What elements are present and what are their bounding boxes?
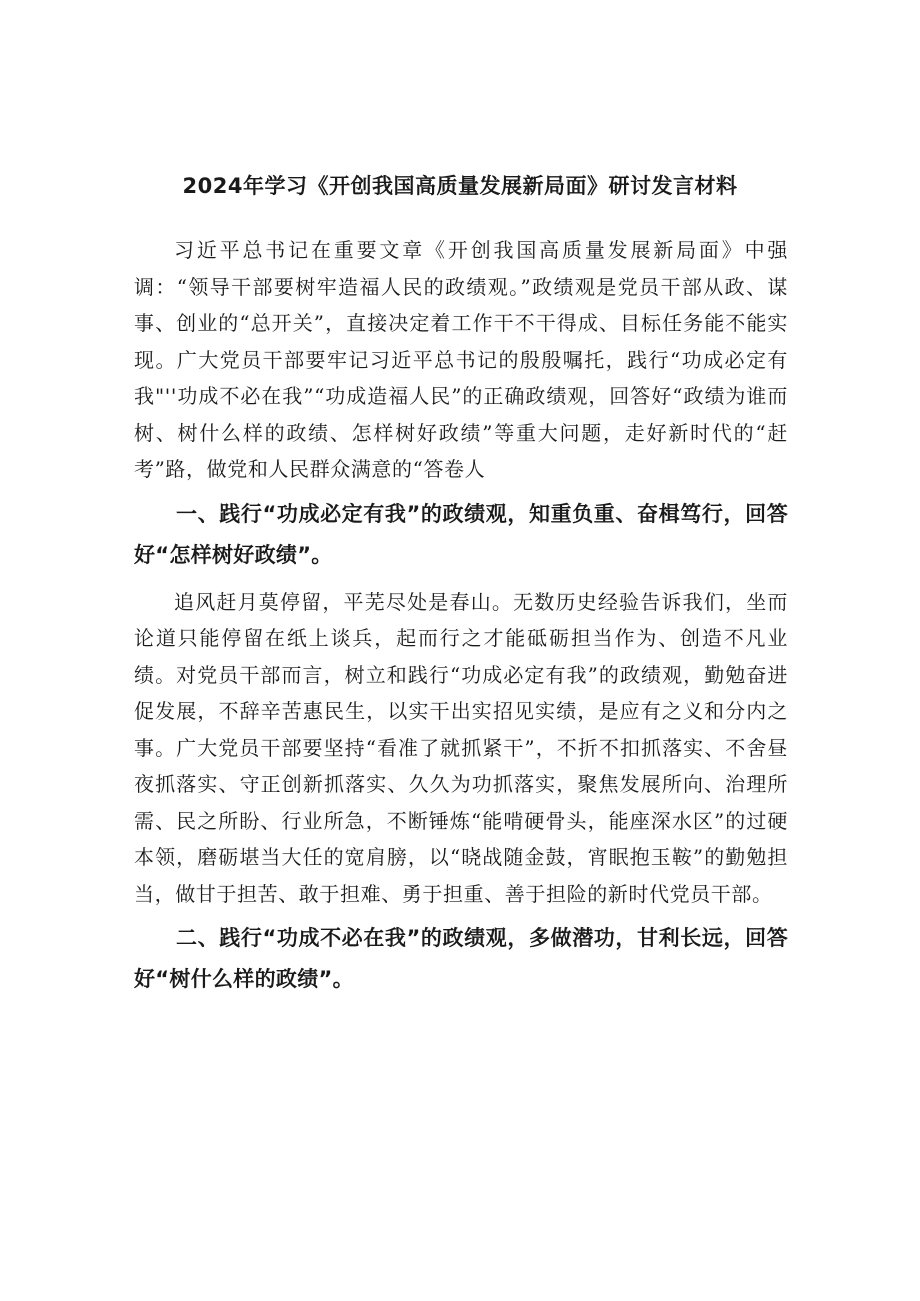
section-1-paragraph: 追风赶月莫停留，平芜尽处是春山。无数历史经验告诉我们，坐而论道只能停留在纸上谈兵，起而行之才能砥砺担当作为、创造不凡业绩。对党员干部而言，树立和践行“功成必定有我”的政绩观，勤勉奋进促发展，不辞辛苦惠民生，以实干出实招见实绩，是应有之义和分内之事。广大党员干部要坚持“看准了就抓紧干”，不折不扣抓落实、不舍昼夜抓落实、守正创新抓落实、久久为功抓落实，聚焦发展所向、治理所需、民之所盼、行业所急，不断锤炼“能啃硬骨头，能座深水区”的过硬本领，磨砺堪当大任的宽肩膀，以“晓战随金鼓，宵眠抱玉鞍”的勤勉担当，做甘于担苦、敢于担难、勇于担重、善于担险的新时代党员干部。 [134, 589, 788, 906]
intro-paragraph: 习近平总书记在重要文章《开创我国高质量发展新局面》中强调：“领导干部要树牢造福人民的政绩观。”政绩观是党员干部从政、谋事、创业的“总开关”，直接决定着工作干不干得成、目标任务能不能实现。广大党员干部要牢记习近平总书记的殷殷嘱托，践行“功成必定有我"''功成不必在我”“功成造福人民”的正确政绩观，回答好“政绩为谁而树、树什么样的政绩、怎样树好政绩”等重大问题，走好新时代的“赶考”路，做党和人民群众满意的“答卷人 [134, 238, 788, 481]
document-title: 2024年学习《开创我国高质量发展新局面》研讨发言材料 [182, 174, 738, 198]
section-2-heading: 二、践行“功成不必在我”的政绩观，多做潜功，甘利长远，回答好“树什么样的政绩”。 [134, 926, 788, 991]
document-body [134, 232, 788, 1000]
section-1-heading: 一、践行“功成必定有我”的政绩观，知重负重、奋楫笃行，回答好“怎样树好政绩”。 [134, 501, 788, 567]
